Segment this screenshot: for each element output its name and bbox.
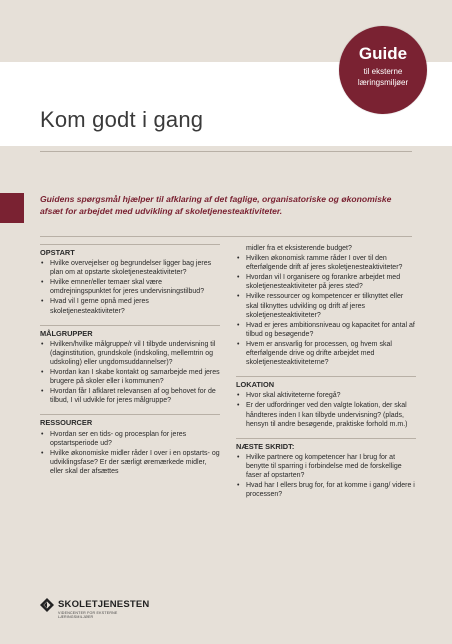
section-title: LOKATION	[236, 380, 275, 390]
list-item: • Hvem er ansvarlig for processen, og hvem skal efterfølgende drive og drifte arbejdet med skoletjenesteaktiviteterne?	[236, 340, 416, 367]
right-column	[236, 244, 416, 508]
section-maalgrupper	[40, 325, 220, 406]
list-item: • Hvordan får I afklaret relevansen af og behovet for de tilbud, I vil udvikle for jeres målgruppe?	[40, 387, 220, 405]
list-item: • Hvilke ressourcer og kompetencer er tilknyttet eller skal tilknyttes udvikling og drift af jeres skoletjenesteaktiviteter?	[236, 292, 416, 319]
badge-subtitle-line2: læringsmiljøer	[357, 78, 409, 87]
guide-badge	[339, 26, 427, 114]
badge-subtitle-line1: til eksterne	[363, 67, 403, 76]
list-item: • Hvad er jeres ambitionsniveau og kapacitet for antal af tilbud og besøgende?	[236, 321, 416, 339]
list-item: • Hvilke økonomiske midler råder I over i en opstarts- og udviklingsfase? Er der særligt øremærkede midler, eller skal der afsættes	[40, 449, 220, 476]
list-item: • Hvad har I ellers brug for, for at komme i gang/ videre i processen?	[236, 481, 416, 499]
question-list	[236, 391, 416, 428]
divider	[40, 151, 412, 152]
question-list	[40, 430, 220, 476]
list-item: • Er der udfordringer ved den valgte lokation, der skal håndteres inden I kan tilbyde undervisning? (plads, hensyn til andre besøgende, praktiske forhold m.m.)	[236, 401, 416, 428]
list-item: • Hvilken økonomisk ramme råder I over til den efterfølgende drift af jeres skoletjenesteaktiviteter?	[236, 254, 416, 272]
list-item: • Hvordan vil I organisere og forankre arbejdet med skoletjenesteaktiviteter på jeres sted?	[236, 273, 416, 291]
section-title: OPSTART	[40, 248, 75, 257]
section-title: NÆSTE SKRIDT:	[236, 441, 295, 451]
accent-bar	[0, 193, 24, 223]
badge-title: Guide	[358, 44, 408, 63]
page-title: Kom godt i gang	[40, 106, 204, 132]
skoletjenesten-logo	[40, 596, 150, 626]
list-item: • Hvordan ser en tids- og procesplan for jeres opstartsperiode ud?	[40, 430, 220, 448]
list-item: • Hvilke overvejelser og begrundelser ligger bag jeres plan om at opstarte skoletjenesteaktiviteter?	[40, 259, 220, 277]
logo-tagline: VIDENCENTER FOR EKSTERNE LÆRINGSMILJØER	[58, 611, 118, 619]
question-list	[236, 254, 416, 367]
section-ressourcer	[40, 414, 220, 476]
question-list	[40, 259, 220, 316]
left-column	[40, 244, 220, 485]
list-item: • Hvor skal aktiviteterne foregå?	[236, 391, 416, 400]
list-item: • Hvilke emner/eller temaer skal være omdrejningspunktet for jeres undervisningstilbud?	[40, 278, 220, 296]
list-item: • Hvad vil I gerne opnå med jeres skoletjenesteaktiviteter?	[40, 297, 220, 315]
section-opstart	[40, 244, 220, 316]
question-list	[40, 340, 220, 406]
list-item-continuation: midler fra et eksisterende budget?	[246, 245, 352, 252]
intro-text: Guidens spørgsmål hjælper til afklaring af det faglige, organisatoriske og økonomiske afsæt for arbejdet med udvikling af skoletjenesteaktiviteter.	[40, 194, 392, 216]
list-item: • Hvilke partnere og kompetencer har I brug for at benytte til sparring i forbindelse med de forskellige faser af opstarten?	[236, 453, 416, 480]
logo-mark-icon	[40, 598, 54, 612]
section-title: RESSOURCER	[40, 418, 93, 428]
section-title: MÅLGRUPPER	[40, 328, 93, 338]
section-naeste-skridt	[236, 438, 416, 500]
list-item: • Hvordan kan I skabe kontakt og samarbejde med jeres brugere på skoler eller i kommunen?	[40, 368, 220, 386]
logo-name: SKOLETJENESTEN	[58, 599, 150, 610]
question-list	[236, 453, 416, 499]
list-item: • Hvilken/hvilke målgruppe/r vil I tilbyde undervisning til (daginstitution, grundskole (indskoling, mellemtrin og udskoling) eller ungdomsuddannelser)?	[40, 340, 220, 367]
divider	[40, 236, 412, 237]
section-lokation	[236, 376, 416, 428]
